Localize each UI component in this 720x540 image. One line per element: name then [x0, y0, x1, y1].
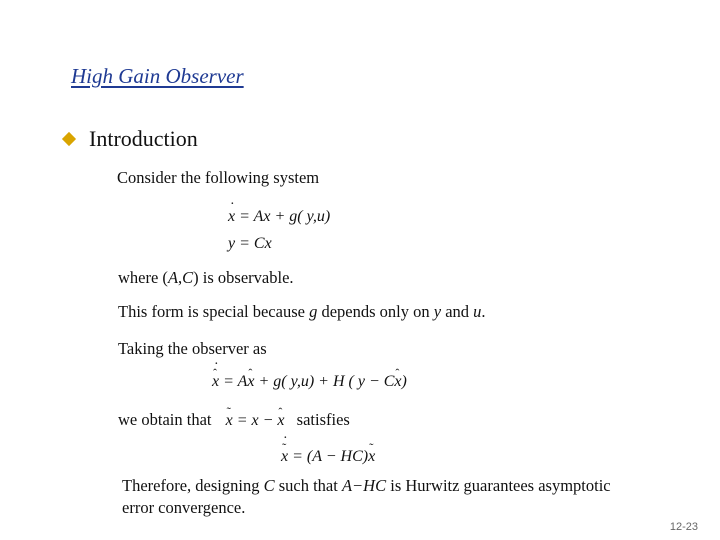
slide-title: High Gain Observer — [71, 64, 244, 88]
therefore-prefix: Therefore, designing — [122, 476, 264, 495]
special-end: . — [481, 302, 486, 321]
therefore-AHC: A−HC — [341, 476, 387, 495]
equation-error — [281, 448, 375, 466]
eq1-rest: = Ax + g( y,u) — [235, 208, 331, 225]
special-mid: depends only on — [317, 302, 434, 321]
special-and: and — [441, 302, 474, 321]
eq3-end: ) — [401, 373, 407, 390]
xhat: x ˆ — [247, 373, 254, 391]
xhat-2: x ˆ — [394, 373, 401, 391]
therefore-line-1 — [122, 476, 611, 496]
eq5-rest: = (A − HC) — [288, 448, 369, 465]
xtilde-2: x ˜ — [368, 448, 375, 466]
where-suffix: ) is observable. — [193, 268, 294, 287]
xhat-dot: · x ˆ — [212, 373, 219, 391]
page-number: 12-23 — [669, 521, 698, 533]
xhat-3: x ˆ — [277, 412, 284, 430]
special-y: y — [433, 302, 442, 321]
obtain-suffix: satisfies — [296, 410, 350, 429]
xtilde: x ˜ — [226, 412, 233, 430]
eq4-eq: = x − — [232, 412, 278, 429]
where-C: C — [182, 268, 194, 287]
equation-output — [228, 235, 272, 253]
obtain-prefix: we obtain that — [118, 410, 212, 429]
eq3-eq: = A — [219, 373, 248, 390]
therefore-suffix: is Hurwitz guarantees asymptotic — [386, 476, 611, 495]
special-g: g — [309, 302, 318, 321]
error-definition — [226, 412, 285, 429]
special-form-text — [118, 302, 486, 322]
where-prefix: where ( — [118, 268, 168, 287]
taking-text: Taking the observer as — [118, 339, 267, 358]
equation-observer — [212, 373, 407, 391]
observable-text — [118, 268, 294, 288]
equation-state — [228, 208, 330, 226]
therefore-line-2: error convergence. — [122, 498, 246, 517]
section-heading: Introduction — [89, 126, 198, 151]
special-prefix: This form is special because — [118, 302, 310, 321]
xtilde-dot: · x ˜ — [281, 448, 288, 466]
where-A: A — [167, 268, 179, 287]
eq2-text: y = Cx — [228, 235, 272, 252]
special-u: u — [473, 302, 482, 321]
eq1-lhs: x · — [228, 208, 235, 226]
obtain-line — [118, 410, 350, 430]
therefore-C: C — [263, 476, 275, 495]
consider-text: Consider the following system — [117, 168, 320, 187]
where-comma: , — [178, 268, 183, 287]
eq3-mid: + g( y,u) + H ( y − C — [254, 373, 395, 390]
therefore-mid: such that — [274, 476, 342, 495]
diamond-bullet-icon — [62, 132, 76, 146]
